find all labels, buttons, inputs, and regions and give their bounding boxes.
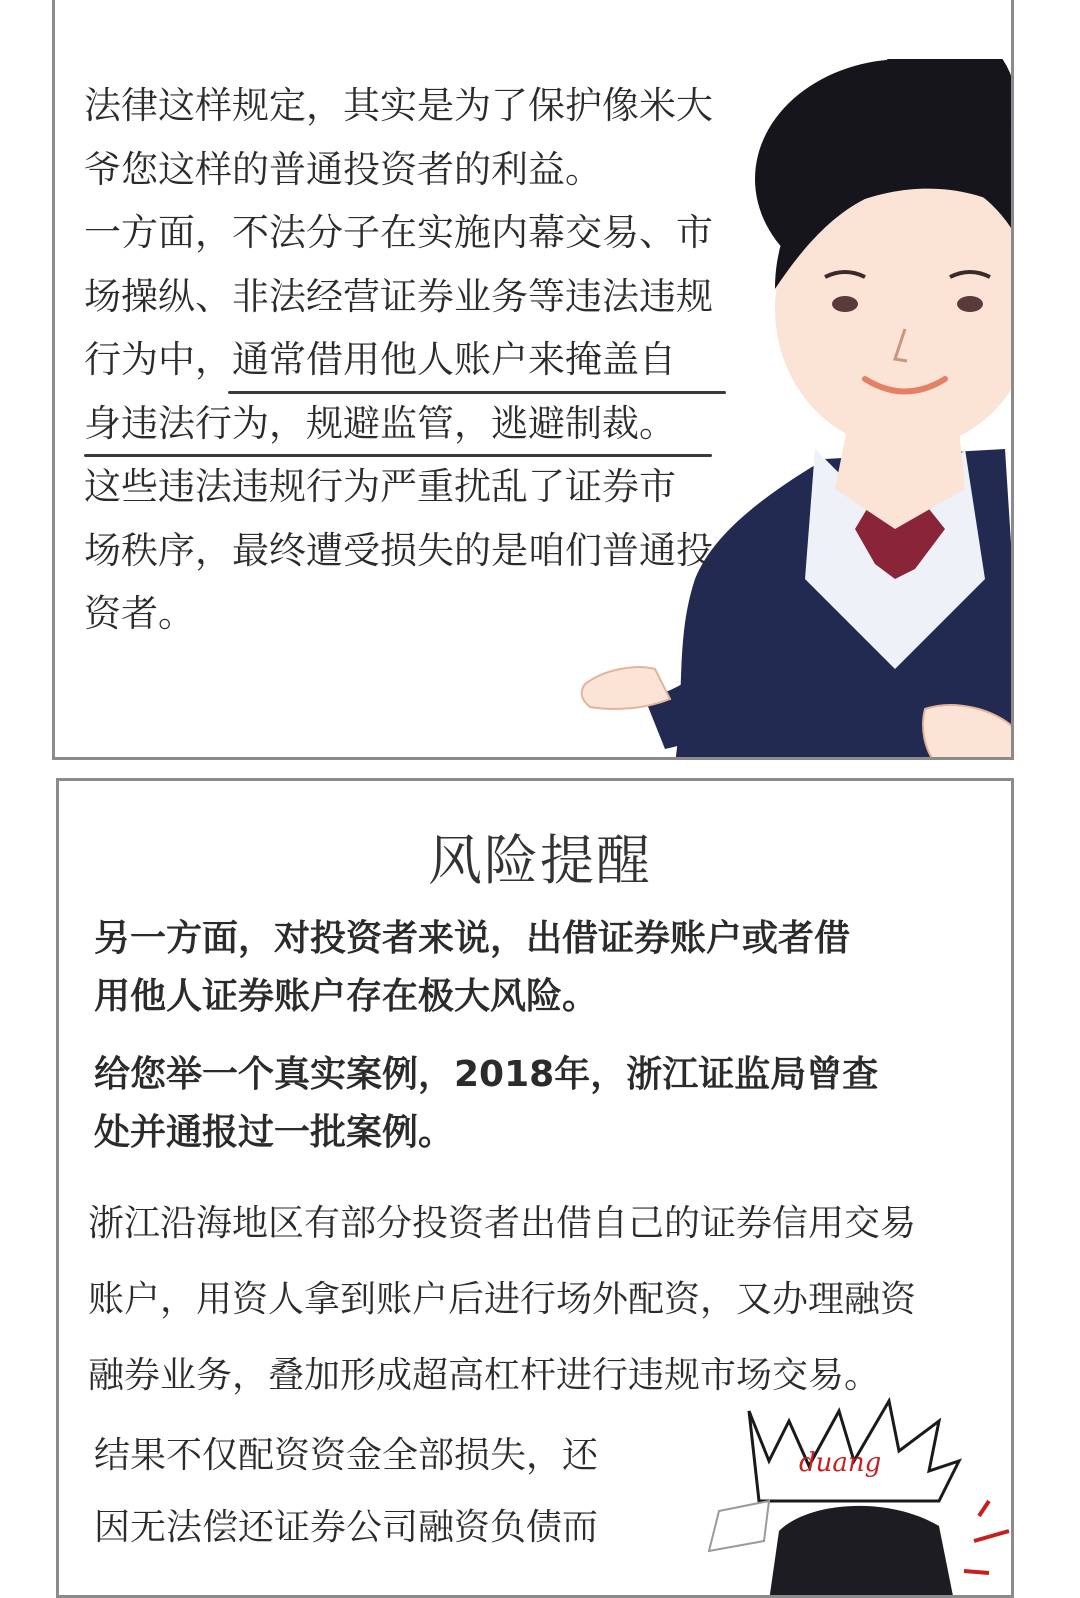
underline-1 (228, 391, 726, 394)
top-text-block (84, 74, 754, 646)
text-line: 结果不仅配资资金全部损失，还 (94, 1435, 599, 1476)
text-line: 处并通报过一批案例。 (94, 1112, 455, 1153)
text-line: 另一方面，对投资者来说，出借证券账户或者借 (94, 918, 851, 959)
hand-icon (582, 667, 670, 709)
text-line: 融券业务，叠加形成超高杠杆进行违规市场交易。 (88, 1355, 881, 1396)
text-line: 因无法偿还证券公司融资负债而 (94, 1507, 599, 1548)
text-line: 这些违法违规行为严重扰乱了证券市 (84, 465, 676, 508)
text-line: 资者。 (84, 592, 195, 635)
underline-2 (84, 454, 712, 457)
paragraph-1 (94, 910, 994, 1026)
text-line: 场秩序，最终遭受损失的是咱们普通投 (84, 528, 713, 572)
paragraph-4 (94, 1420, 694, 1564)
paragraph-3 (88, 1186, 998, 1414)
cartoon-man-illustration (689, 1391, 1014, 1598)
text-segment: 行为中， (84, 338, 232, 381)
underlined-text: 通常借用他人账户来掩盖自 (232, 338, 676, 381)
text-line: 浙江沿海地区有部分投资者出借自己的证券信用交易 (88, 1203, 917, 1244)
underlined-text: 身违法行为，规避监管，逃避制裁。 (84, 401, 676, 445)
text-line: 账户，用资人拿到账户后进行场外配资，又办理融资 (88, 1279, 917, 1320)
panel-title: 风险提醒 (428, 829, 652, 892)
text-line: 法律这样规定，其实是为了保护像米大 (84, 84, 713, 127)
duang-text: duang (799, 1448, 882, 1478)
text-line: 用他人证券账户存在极大风险。 (94, 976, 599, 1017)
text-line: 给您举一个真实案例，2018年，浙江证监局曾查 (94, 1054, 879, 1095)
text-line: 爷您这样的普通投资者的利益。 (84, 147, 602, 191)
text-line: 一方面，不法分子在实施内幕交易、市 (84, 211, 713, 254)
text-line: 场操纵、非法经营证券业务等违法违规 (84, 274, 713, 318)
paragraph-2 (94, 1046, 994, 1162)
text-line (84, 328, 754, 392)
